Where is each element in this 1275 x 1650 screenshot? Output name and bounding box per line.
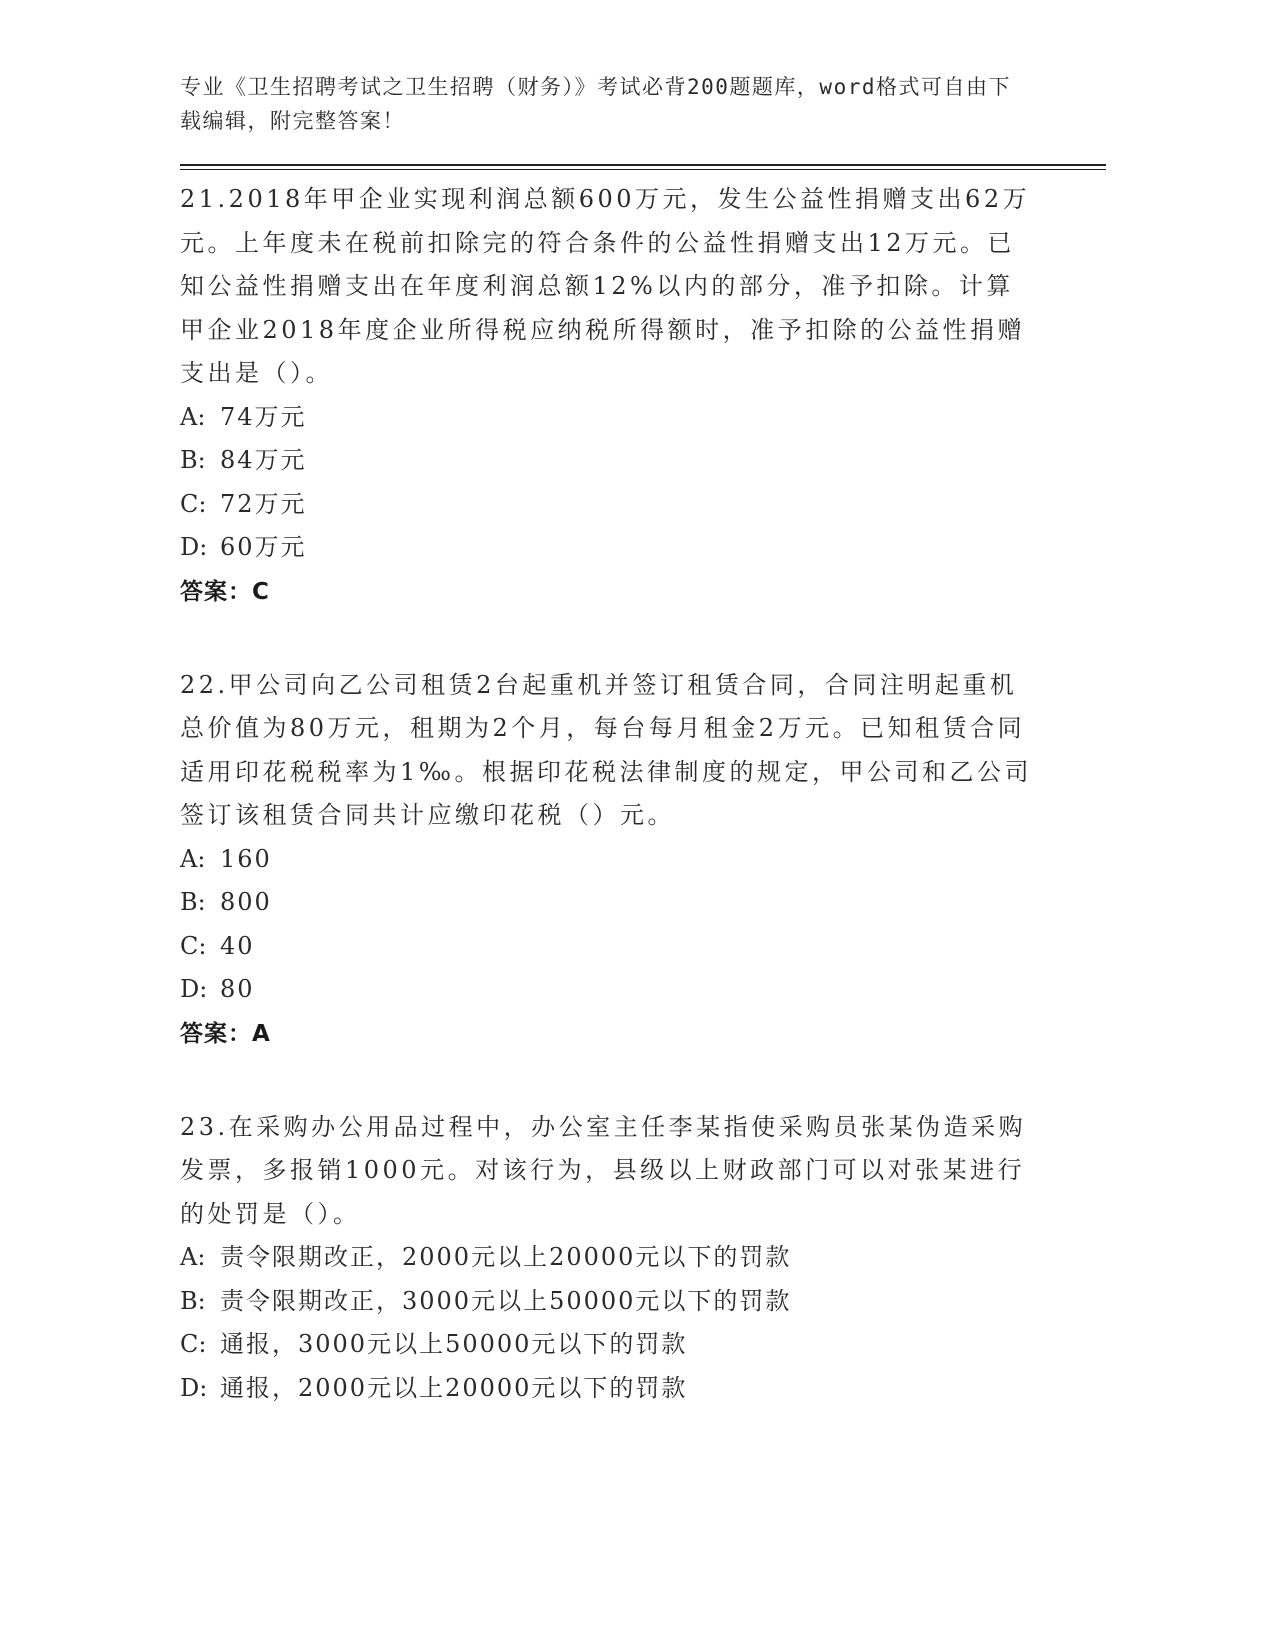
option-letter: B: [180,446,206,474]
option-letter: B: [180,888,206,916]
answer-line: 答案：C [180,578,270,605]
option-letter: C: [180,931,207,960]
question-stem: 22.甲公司向乙公司租赁2台起重机并签订租赁合同，合同注明起重机总价值为80万元，租期为2个月，每台每月租金2万元。已知租赁合同适用印花税税率为1‰。根据印花税法律制度的规定，甲公司和乙公司签订该租赁合同共计应缴印花税（）元。 [180,670,1032,829]
option-d [180,1367,1100,1411]
option-text: 160 [220,844,272,873]
option-text: 责令限期改正，2000元以上20000元以下的罚款 [220,1243,792,1271]
question-stem: 21.2018年甲企业实现利润总额600万元，发生公益性捐赠支出62万元。上年度未在税前扣除完的符合条件的公益性捐赠支出12万元。已知公益性捐赠支出在年度利润总额12%以内的部分，准予扣除。计算甲企业2018年度企业所得税应纳税所得额时，准予扣除的公益性捐赠支出是（）。 [180,185,1031,387]
document-header: 专业《卫生招聘考试之卫生招聘（财务）》考试必背200题题库，word格式可自由下载编辑，附完整答案！ [180,75,1011,133]
option-b [180,1280,1100,1324]
option-text: 通报，2000元以上20000元以下的罚款 [220,1373,688,1402]
header-divider [180,164,1106,170]
option-a [180,1236,1100,1280]
option-letter: C: [180,1330,207,1358]
option-letter: A: [180,844,206,873]
option-text: 40 [220,931,255,960]
option-text: 74万元 [220,402,307,431]
option-letter: D: [180,975,208,1003]
option-letter: A: [180,402,206,431]
option-a [180,838,1100,882]
option-c [180,925,1100,969]
option-a [180,396,1100,440]
question-stem: 23.在采购办公用品过程中，办公室主任李某指使采购员张某伪造采购发票，多报销1000元。对该行为，县级以上财政部门可以对张某进行的处罚是（）。 [180,1112,1027,1228]
option-letter: B: [180,1286,206,1315]
option-text: 84万元 [220,446,307,474]
option-text: 72万元 [220,489,307,518]
option-d [180,968,1100,1012]
answer-line: 答案：A [180,1020,271,1047]
divider-thin-line [180,169,1106,170]
option-c [180,483,1100,527]
option-text: 800 [220,888,272,916]
option-letter: D: [180,1373,208,1402]
question-23 [180,1106,1100,1411]
option-text: 责令限期改正，3000元以上50000元以下的罚款 [220,1286,792,1315]
option-letter: A: [180,1243,206,1271]
option-b [180,881,1100,925]
option-d [180,526,1100,570]
option-letter: C: [180,489,207,518]
option-letter: D: [180,533,208,561]
option-text: 通报，3000元以上50000元以下的罚款 [220,1330,688,1358]
option-b [180,439,1100,483]
option-c [180,1323,1100,1367]
option-text: 80 [220,975,255,1003]
question-22 [180,664,1100,1056]
option-text: 60万元 [220,533,307,561]
document-page [180,70,1100,1410]
question-21 [180,178,1100,614]
divider-thick-line [180,164,1106,166]
